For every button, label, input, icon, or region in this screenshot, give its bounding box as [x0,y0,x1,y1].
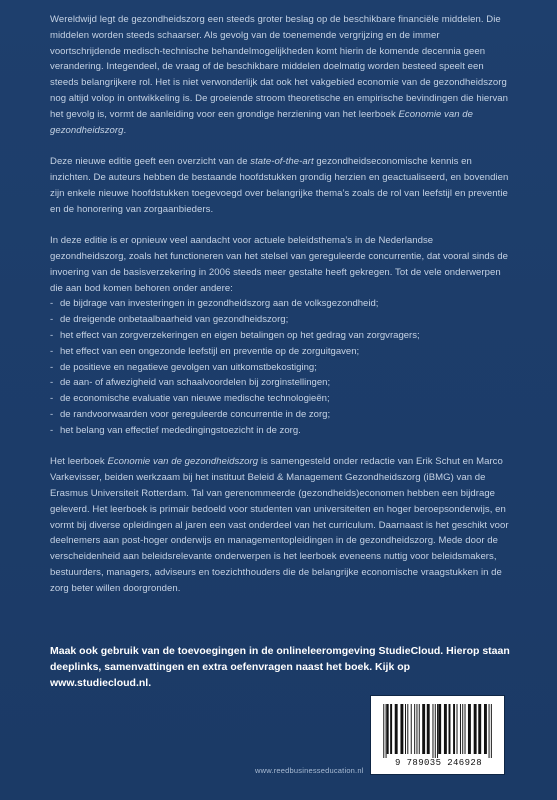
list-item: - het effect van zorgverzekeringen en eigen betalingen op het gedrag van zorgvragers; [50,328,512,344]
barcode-bar [427,704,430,754]
bullet-dash: - [50,298,54,310]
authors-paragraph [50,454,512,596]
bullet-dash: - [50,408,54,420]
barcode-bar [484,704,487,754]
list-item: - het belang van effectief mededingingstoezicht in de zorg. [50,423,512,439]
bullet-dash: - [50,377,54,389]
barcode-bar [489,704,490,758]
bullet-dash: - [50,329,54,341]
state-of-the-art-term: state-of-the-art [250,156,314,168]
list-item: - het effect van een ongezonde leefstijl en preventie op de zorguitgaven; [50,344,512,360]
barcode-bar [395,704,398,754]
isbn-barcode [381,704,496,758]
barcode-bar [460,704,461,754]
barcode-bar [422,704,425,754]
bullet-dash: - [50,393,54,405]
barcode-bar [457,704,458,754]
barcode-bar [386,704,387,758]
list-item: - de aan- of afwezigheid van schaalvoordelen bij zorginstellingen; [50,375,512,391]
list-item: - de randvoorwaarden voor gereguleerde concurrentie in de zorg; [50,407,512,423]
barcode-bar [449,704,451,754]
edition-paragraph [50,154,512,217]
barcode-bar [462,704,463,754]
barcode-bar [438,704,441,754]
publisher-website: www.reedbusinesseducation.nl [255,766,364,775]
barcode-bar [491,704,492,758]
barcode-bar [414,704,415,754]
authors-text: Het leerboek [50,456,108,468]
barcode-bar [465,704,466,754]
barcode-bar [416,704,417,754]
edition-text-end: gezondheidseconomische kennis en inzichten. De auteurs hebben de bestaande hoofdstukken grondig herzien en geactualiseerd, en bovendien zijn enkele nieuwe hoofdstukken toegevoegd over belangrijke thema’s zoals de rol van leefstijl en preventie en de honorering van zorgaanbieders. [50,156,509,215]
barcode-bar [435,704,436,758]
list-item: - de positieve en negatieve gevolgen van uitkomstbekostiging; [50,360,512,376]
edition-text: Deze nieuwe editie geeft een overzicht van de [50,156,251,168]
list-item: - de bijdrage van investeringen in gezondheidszorg aan de volksgezondheid; [50,296,512,312]
intro-text: Wereldwijd legt de gezondheidszorg een steeds groter beslag op de beschikbare financiële middelen. Die middelen worden steeds schaarser. Als gevolg van de toenemende vergrijzing en de immer voortschrijdende medisch-technische behandelmogelijkheden komt hierin de komende decennia geen verandering. Integendeel, de vraag of de beschikbare middelen doelmatig worden besteed speelt een steeds belangrijkere rol. Het is niet verwonderlijk dat ook het vakgebied economie van de gezondheidszorg nog altijd volop in ontwikkeling is. De groeiende stroom theoretische en empirische bevindingen die hiervan het gevolg is, vormt de aanleiding voor een grondige herziening van het leerboek [50,14,509,120]
blurb [50,12,512,612]
barcode-bar [419,704,420,754]
barcode-bar [407,704,408,754]
policy-paragraph: In deze editie is er opnieuw veel aandacht voor actuele beleidsthema’s in de Nederlandse gezondheidszorg, zoals het functioneren van het stelsel van gereguleerde concurrentie, dat vooral sinds de invoering van de basisverzekering in 2006 steeds meer gestalte heeft gekregen. Tot de vele onderwerpen die aan bod komen behoren onder andere: [50,235,509,294]
barcode-bar [405,704,406,754]
authors-text-end: is samengesteld onder redactie van Erik Schut en Marco Varkevisser, beiden werkzaam bij het instituut Beleid & Management Gezondheidszorg (iBMG) van de Erasmus Universiteit Rotterdam. Tal van gerenommeerde (gezondheids)economen hebben een bijdrage geleverd. Het leerboek is primair bedoeld voor studenten van universiteiten en hoger beroepsonderwijs, en vormt bij diverse opleidingen al jaren een vast onderdeel van het curriculum. Daarnaast is het geschikt voor deelnemers aan post-hoger onderwijs en managementopleidingen in de gezondheidszorg. Mede door de verscheidenheid aan beleidsrelevante onderwerpen is het leerboek eveneens nuttig voor beleidsmakers, bestuurders, managers, adviseurs en toezichthouders die de belangrijke economische vraagstukken in de zorg beter willen doorgronden. [50,456,509,594]
barcode-bar [453,704,455,754]
barcode-bar [432,704,433,758]
topic-list [50,296,512,438]
book-title: Economie van de gezondheidszorg [107,456,259,468]
list-item: - de economische evaluatie van nieuwe medische technologieën; [50,391,512,407]
intro-paragraph [50,12,512,138]
barcode-bar [400,704,403,754]
isbn-number: 9 789035 246928 [394,758,482,768]
studiecloud-promo: Maak ook gebruik van de toevoegingen in de onlineleeromgeving StudieCloud. Hierop staan deeplinks, samenvattingen en extra oefenvragen naast het boek. Kijk op www.studiecloud.nl. [50,645,510,689]
list-item: - de dreigende onbetaalbaarheid van gezondheidszorg; [50,312,512,328]
bullet-dash: - [50,424,54,436]
barcode-bar [387,704,389,754]
barcode-bar [474,704,477,754]
barcode-bar [411,704,412,754]
bullet-dash: - [50,314,54,326]
intro-end: . [123,124,127,136]
book-title: Economie van de gezondheidszorg [50,108,474,136]
barcode-bar [390,704,392,754]
barcode-label [370,695,505,775]
barcode-bar [383,704,384,758]
barcode-bar [478,704,481,754]
bullet-dash: - [50,361,54,373]
barcode-bar [437,704,438,758]
barcode-bar [444,704,447,754]
barcode-bar [468,704,471,754]
bullet-dash: - [50,345,54,357]
